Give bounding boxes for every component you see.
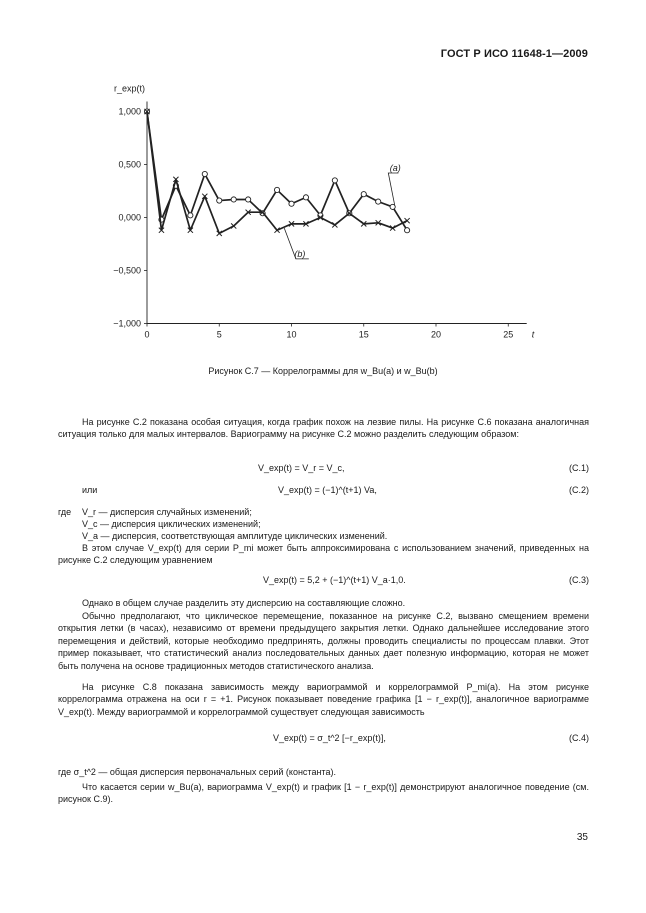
equation-c1-number: (C.1) [569, 463, 589, 473]
paragraph-3: Однако в общем случае разделить эту дисперсию на составляющие сложно. [82, 598, 406, 608]
series-label-b: (b) [294, 248, 306, 259]
chart-ticks [113, 107, 513, 340]
definition-vr: V_r — дисперсия случайных изменений; [82, 507, 252, 517]
x-tick-label: 5 [216, 329, 222, 340]
x-tick-label: 15 [358, 329, 369, 340]
y-axis-label: r_exp(t) [114, 83, 146, 94]
y-tick-label: 1,000 [118, 106, 141, 117]
definition-sigma: где σ_t^2 — общая дисперсия первоначальных серий (константа). [58, 767, 336, 777]
data-point-a [303, 195, 308, 200]
paragraph-5: На рисунке С.8 показана зависимость между вариограммой и коррелограммой P_mi(a). На этом рисунке коррелограмма отражена на оси r = +1. Рисунок показывает поведение графика [1 − r_exp(t)], аналогичное вариограмме V_exp(t). Между вариограммой и коррелограммой существует следующая зависимость [58, 682, 589, 717]
document-id: ГОСТ Р ИСО 11648-1—2009 [440, 48, 588, 60]
equation-c4-number: (C.4) [569, 733, 589, 743]
y-tick-label: 0,500 [118, 159, 141, 170]
data-point-a [274, 187, 279, 192]
equation-c3 [58, 575, 589, 589]
data-point-a [361, 192, 366, 197]
data-point-a [188, 213, 193, 218]
equation-c2 [58, 485, 589, 499]
label-leader-a [388, 173, 398, 205]
data-point-a [289, 201, 294, 206]
paragraph-2: В этом случае V_exp(t) для серии P_mi может быть аппроксимирована с использованием значений, приведенных на рисунке С.2 следующим уравнением [58, 543, 589, 566]
paragraph-4: Обычно предполагают, что циклическое перемещение, показанное на рисунке С.2, вызвано смещением времени открытия летки (в часах), независимо от времени предыдущего закрытия летки. Однако дальнейшее исследование этого перемещения и действий, которые необходимо предпринять, должны проводить специалисты по процессам плавки. Этот пример показывает, что статистический анализ последовательных данных дает полезную информацию, которая не может быть получена на основе традиционных методов статистического анализа. [58, 611, 589, 671]
y-tick-label: −1,000 [113, 318, 141, 329]
where-label: где [58, 507, 72, 517]
equation-c3-number: (C.3) [569, 575, 589, 585]
definition-vc: V_c — дисперсия циклических изменений; [82, 519, 261, 529]
paragraph-1: На рисунке С.2 показана особая ситуация, когда график похож на лезвие пилы. На рисунке С.6 показана аналогичная ситуация только для малых интервалов. Вариограмму на рисунке С.2 можно разделить следующим образом: [58, 417, 589, 440]
data-point-a [390, 204, 395, 209]
chart-axes [114, 84, 535, 340]
data-point-a [246, 197, 251, 202]
y-tick-label: −0,500 [113, 265, 141, 276]
x-tick-label: 0 [144, 329, 150, 340]
data-point-a [217, 198, 222, 203]
data-point-a [332, 178, 337, 183]
series-line-b [147, 112, 407, 234]
page-number: 35 [576, 832, 588, 843]
y-tick-label: 0,000 [118, 212, 141, 223]
paragraph-6: Что касается серии w_Bu(a), вариограмма V_exp(t) и график [1 − r_exp(t)] демонстрируют аналогичное поведение (см. рисунок С.9). [58, 782, 589, 805]
figure-caption: Рисунок С.7 — Коррелограммы для w_Bu(a) и w_Bu(b) [208, 366, 438, 376]
series-label-a: (a) [389, 162, 401, 173]
definition-va: V_a — дисперсия, соответствующая амплитуде циклических изменений. [82, 531, 388, 541]
equation-c2-label: или [82, 485, 98, 495]
data-point-a [405, 228, 410, 233]
x-tick-label: 25 [503, 329, 514, 340]
equation-c3-formula: V_exp(t) = 5,2 + (−1)^(t+1) V_a·1,0. [263, 575, 406, 585]
equation-c4 [58, 733, 589, 747]
chart-series [144, 109, 409, 259]
x-axis-label: t [531, 329, 535, 340]
equation-c1-formula: V_exp(t) = V_r = V_c, [258, 463, 345, 473]
equation-c2-number: (C.2) [569, 485, 589, 495]
equation-c4-formula: V_exp(t) = σ_t^2 [−r_exp(t)], [273, 733, 386, 743]
data-point-a [202, 171, 207, 176]
data-point-a [376, 199, 381, 204]
x-tick-label: 10 [286, 329, 297, 340]
equation-c2-formula: V_exp(t) = (−1)^(t+1) Va, [278, 485, 377, 495]
equation-c1 [58, 463, 589, 477]
x-tick-label: 20 [430, 329, 442, 340]
correlogram-chart [100, 72, 540, 352]
data-point-a [231, 197, 236, 202]
